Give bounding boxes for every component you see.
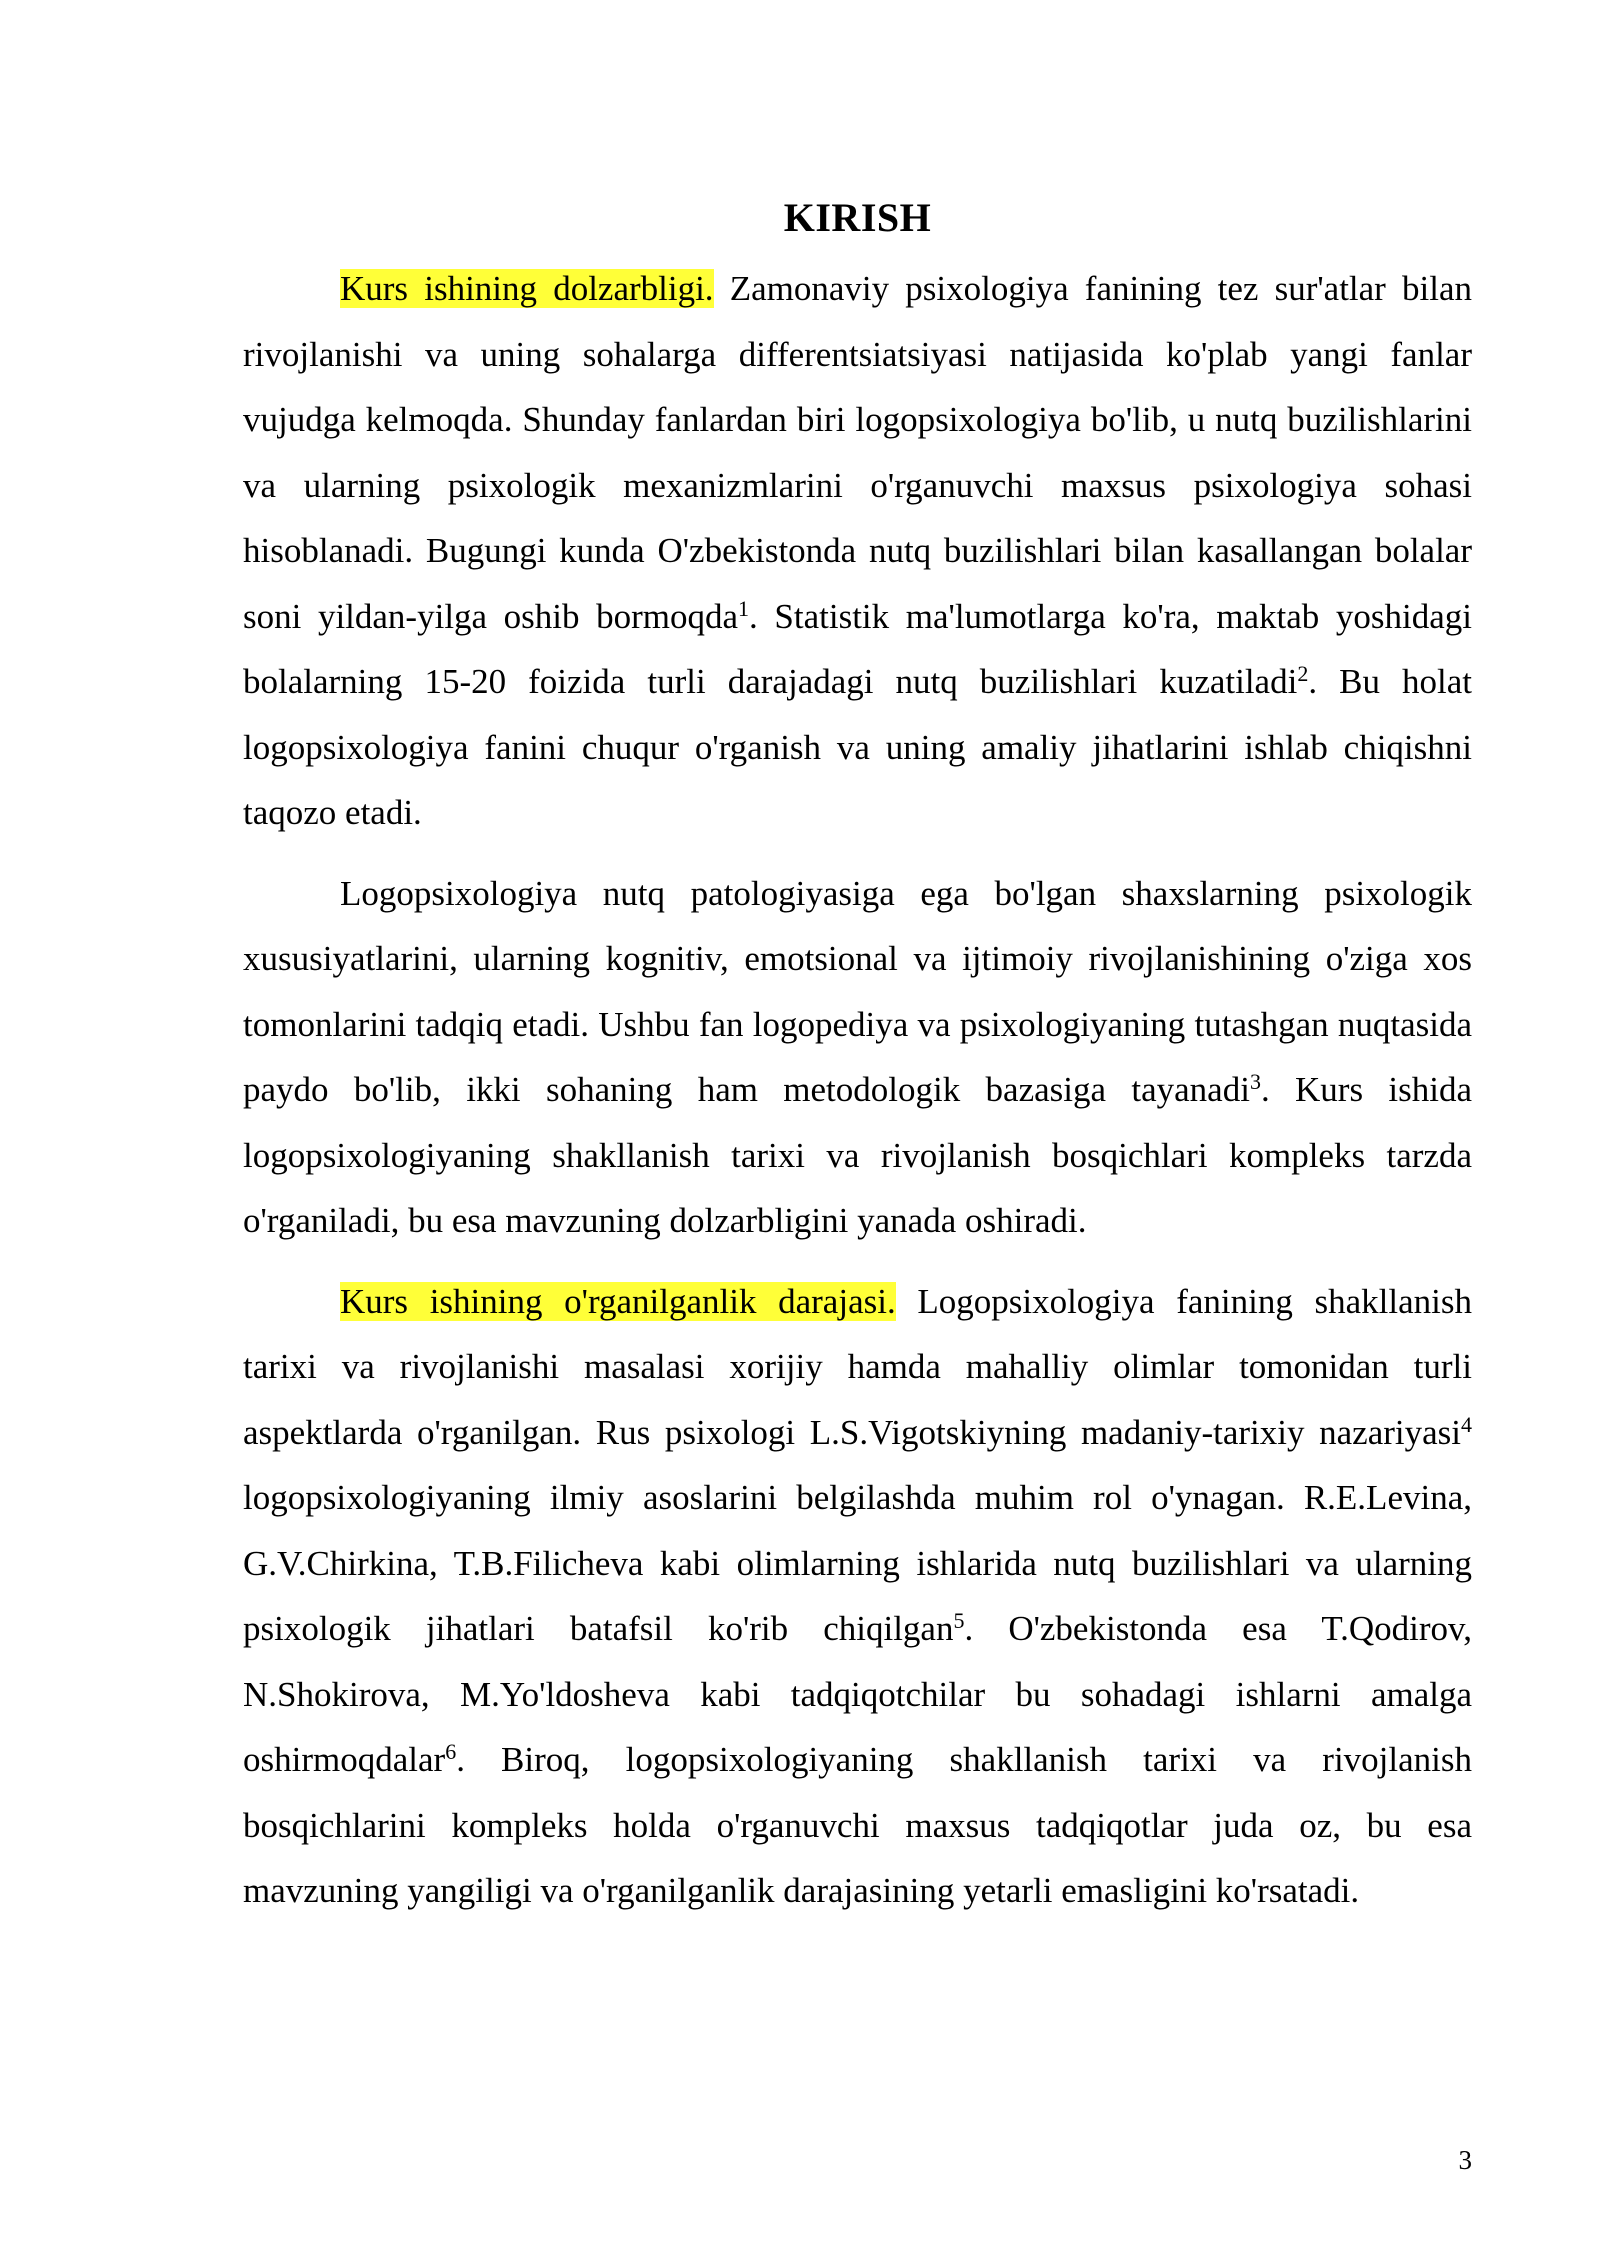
- footnote-marker[interactable]: 2: [1297, 661, 1309, 686]
- paragraph-relevance: [243, 256, 1472, 846]
- footnote-marker[interactable]: 4: [1461, 1411, 1472, 1437]
- page-content: [243, 188, 1472, 1939]
- highlighted-heading-relevance: Kurs ishining dolzarbligi.: [340, 269, 714, 308]
- highlighted-heading-study-degree: Kurs ishining o'rganilganlik darajasi.: [340, 1281, 896, 1321]
- paragraph-text: . Biroq, logopsixologiyaning shakllanish tarixi va rivojlanish bosqichlarini kompleks holda o'rganuvchi maxsus tadqiqotlar juda oz, bu esa mavzuning yangiligi va o'rganilganlik darajasining yetarli emasligini ko'rsatadi.: [243, 1740, 1472, 1910]
- section-title: KIRISH: [783, 195, 932, 240]
- paragraph-text: . O'zbekistonda esa T.Qodirov, N.Shokirova, M.Yo'ldosheva kabi tadqiqotchilar bu sohadagi ishlarni amalga oshirmoqdalar: [243, 1609, 1472, 1779]
- paragraph-text: . Statistik ma'lumotlarga ko'ra, maktab yoshidagi bolalarning 15-20 foizida turli darajadagi nutq buzilishlari kuzatiladi: [243, 596, 1472, 701]
- paragraph-study-degree: [243, 1269, 1472, 1924]
- paragraph-text: Logopsixologiya fanining shakllanish tarixi va rivojlanishi masalasi xorijiy hamda mahalliy olimlar tomonidan turli aspektlarda o'rganilgan. Rus psixologi L.S.Vigotskiyning madaniy-tarixiy nazariyasi: [243, 1281, 1473, 1452]
- paragraph-text: . Bu holat logopsixologiya fanini chuqur o'rganish va uning amaliy jihatlarini ishlab chiqishni taqozo etadi.: [243, 662, 1472, 832]
- footnote-marker[interactable]: 5: [953, 1608, 965, 1633]
- footnote-marker[interactable]: 6: [445, 1739, 457, 1764]
- paragraph-text: logopsixologiyaning ilmiy asoslarini belgilashda muhim rol o'ynagan. R.E.Levina, G.V.Chirkina, T.B.Filicheva kabi olimlarning ishlarida nutq buzilishlari va ularning psixologik jihatlari batafsil ko'rib chiqilgan: [243, 1478, 1472, 1648]
- paragraph-text: . Kurs ishida logopsixologiyaning shakllanish tarixi va rivojlanish bosqichlari kompleks tarzda o'rganiladi, bu esa mavzuning dolzarbligini yanada oshiradi.: [243, 1070, 1473, 1240]
- paragraph-text: Zamonaviy psixologiya fanining tez sur'atlar bilan rivojlanishi va uning sohalarga differentsiatsiyasi natijasida ko'plab yangi fanlar vujudga kelmoqda. Shunday fanlardan biri logopsixologiya bo'lib, u nutq buzilishlarini va ularning psixologik mexanizmlarini o'rganuvchi maxsus psixologiya sohasi hisoblanadi. Bugungi kunda O'zbekistonda nutq buzilishlari bilan kasallangan bolalar soni yildan-yilga oshib bormoqda: [243, 269, 1472, 636]
- page-number: 3: [1458, 2145, 1472, 2175]
- paragraph-text: Logopsixologiya nutq patologiyasiga ega bo'lgan shaxslarning psixologik xususiyatlarini, ularning kognitiv, emotsional va ijtimoiy rivojlanishining o'ziga xos tomonlarini tadqiq etadi. Ushbu fan logopediya va psixologiyaning tutashgan nuqtasida paydo bo'lib, ikki sohaning ham metodologik bazasiga tayanadi: [243, 873, 1472, 1109]
- paragraph-logopsychology: [243, 861, 1472, 1254]
- footnote-marker[interactable]: 3: [1249, 1069, 1261, 1094]
- footnote-marker[interactable]: 1: [738, 595, 750, 621]
